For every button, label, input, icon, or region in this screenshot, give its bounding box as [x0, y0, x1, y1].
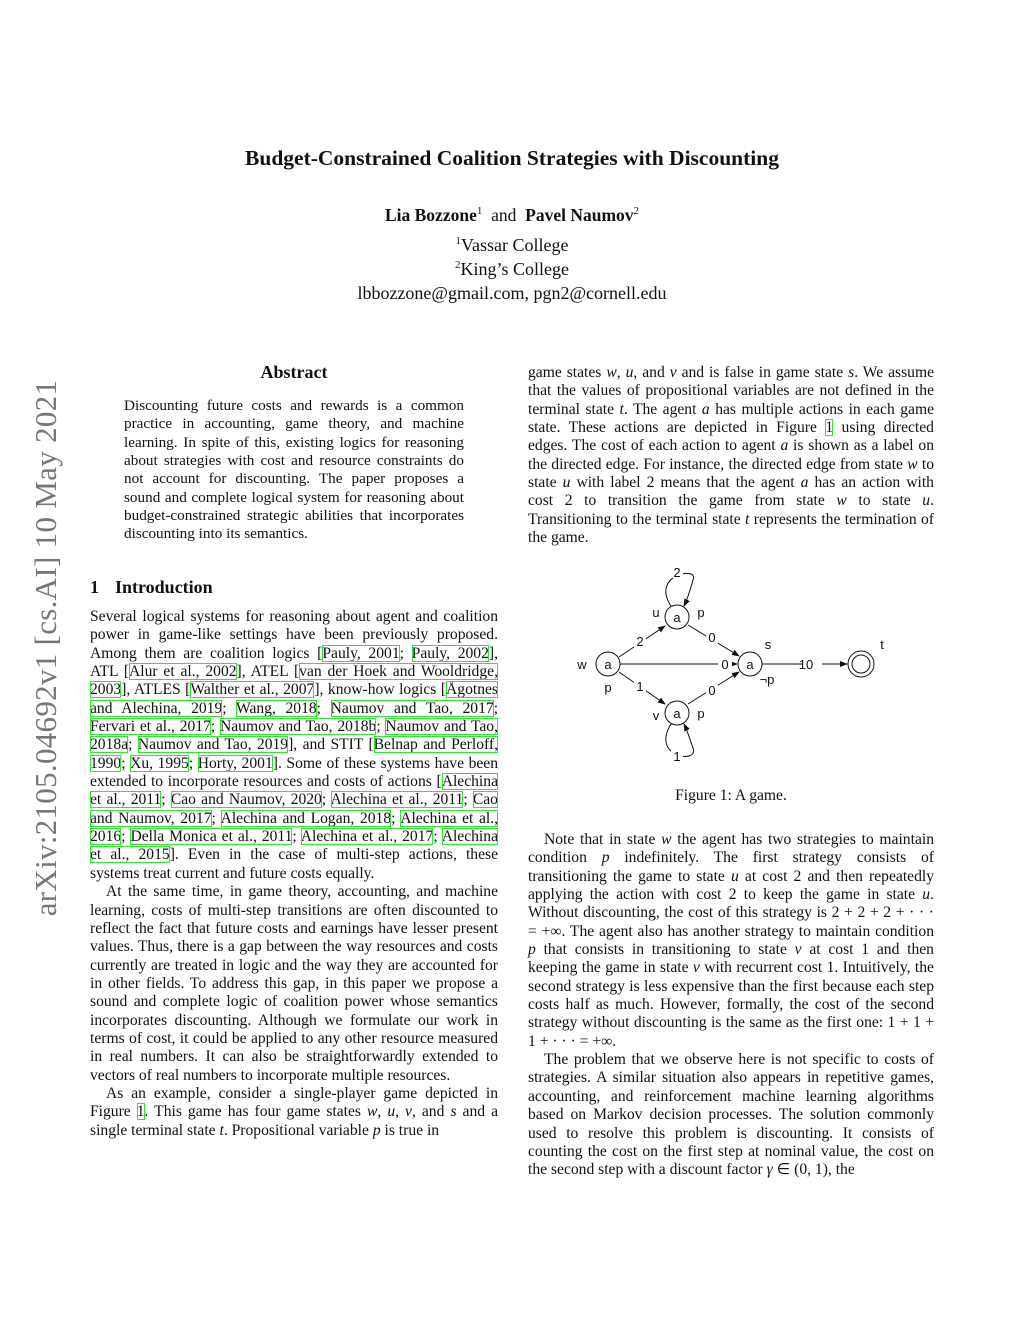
- text-run: ;: [493, 699, 499, 717]
- paragraph: [90, 1085, 498, 1140]
- math-symbol: w: [367, 1103, 378, 1121]
- text-run: ], ATEL [: [236, 663, 300, 681]
- citation-link[interactable]: Walther et al., 2007: [190, 681, 315, 699]
- text-run: ;: [211, 809, 221, 827]
- citation-link[interactable]: Alechina et al., 2017: [300, 828, 434, 846]
- text-run: The problem that we observe here is not specific to costs of strategies. A similar situation also appears in repetitive games, accounting, and reinforcement machine learning algorithms based on Markov decision processes. The solution commonly used to resolve this problem is discounting. It consists of counting the cost on the first step at nominal value, the cost on the second step with a discount factor: [528, 1051, 934, 1179]
- edge-label-w-v: 1: [636, 679, 644, 694]
- text-run: using directed edges. The cost of each action to agent: [528, 419, 934, 455]
- math-symbol: w: [661, 831, 672, 848]
- citation-link[interactable]: Pauly, 2002: [411, 644, 489, 662]
- citation-link[interactable]: Alechina et al., 2011: [330, 791, 464, 809]
- math-symbol: t: [219, 1121, 224, 1139]
- author-affiliation-marker: 1: [476, 205, 483, 217]
- math-symbol: u: [730, 867, 739, 885]
- math-symbol: v: [794, 941, 802, 959]
- citation-link[interactable]: van der Hoek and Wooldridge, 2003: [90, 663, 498, 699]
- edge-label-w-u: 2: [636, 634, 644, 649]
- prop-w: p: [604, 680, 612, 695]
- text-run: . This game has four game states: [144, 1103, 367, 1121]
- agent-label: a: [604, 657, 612, 672]
- text-run: , and: [411, 1103, 451, 1121]
- citation-link[interactable]: Naumov and Tao, 2018b: [220, 718, 377, 736]
- right-column-body-bottom: [528, 831, 934, 1180]
- math-symbol: t: [745, 510, 750, 528]
- math-symbol: v: [669, 364, 677, 381]
- text-run: ;: [399, 644, 412, 662]
- math-symbol: u: [922, 886, 931, 904]
- prop-s: ¬p: [759, 672, 775, 687]
- text-run: ;: [321, 791, 331, 809]
- math-symbol: u: [562, 474, 571, 492]
- citation-link[interactable]: Belnap and Perloff, 1990: [90, 736, 498, 772]
- text-run: Several logical systems for reasoning about agent and coalition power in game-like settings have been previously proposed. Among them are coalition logics [: [90, 608, 498, 662]
- text-run: ;: [121, 828, 131, 846]
- edge-label-v-s: 0: [708, 683, 716, 698]
- arxiv-identifier: arXiv:2105.04692v1 [cs.AI] 10 May 2021: [28, 379, 63, 917]
- text-run: with recurrent cost 1. Intuitively, the second strategy is less expensive than the first because each step costs half as much. However, formally, the cost of the second strategy without discounting is the same as the first one: 1 + 1 + 1 + · · · = +∞.: [528, 959, 934, 1050]
- text-run: at cost 2 and then repeatedly applying the action with cost 2 to keep the game in state: [528, 867, 934, 904]
- state-s-label: s: [764, 637, 772, 652]
- text-run: . Without discounting, the cost of this strategy is 2 + 2 + 2 + · · · = +∞. The agent also has another strategy to maintain condition: [528, 886, 934, 940]
- right-column-body-top: [528, 364, 934, 547]
- text-run: ;: [292, 828, 301, 846]
- author-name: Pavel Naumov: [525, 205, 634, 225]
- affiliation: [0, 259, 1024, 280]
- text-run: ;: [128, 736, 138, 754]
- text-run: . The agent: [623, 400, 702, 418]
- citation-link[interactable]: Alechina et al., 2011: [90, 773, 498, 809]
- text-run: . Propositional variable: [223, 1121, 373, 1139]
- citation-link[interactable]: Della Monica et al., 2011: [130, 828, 293, 846]
- paragraph: [90, 883, 498, 1085]
- abstract-body: [124, 397, 464, 544]
- agent-label: a: [673, 706, 681, 721]
- citation-link[interactable]: Alechina et al., 2015: [90, 828, 498, 864]
- text-run: ;: [188, 754, 198, 772]
- citation-link[interactable]: Naumov and Tao, 2018a: [90, 718, 499, 754]
- citation-link[interactable]: Cao and Naumov, 2020: [170, 791, 322, 809]
- math-symbol: p: [601, 849, 610, 867]
- text-run: At the same time, in game theory, accounting, and machine learning, costs of multi-step transitions are often discounted to reflect the fact that future costs and earnings have lesser present values. Thus, there is a gap between the way resources and costs currently are treated in logic and the way they are accounted for in other fields. To address this gap, in this paper we propose a sound and complete logic of coalition power whose semantics incorporates discounting. Although we formulate our work in terms of cost, it could be applied to any other resource measured in real numbers. It can also be straightforwardly extended to vectors of real numbers to incorporate multiple resources.: [90, 883, 498, 1084]
- text-run: ;: [376, 718, 386, 736]
- text-run: ;: [433, 828, 442, 846]
- text-run: the agent has two strategies to maintain condition: [528, 831, 934, 867]
- text-run: ], know-how logics [: [314, 681, 447, 699]
- text-run: ,: [395, 1103, 406, 1121]
- math-symbol: u: [625, 364, 634, 381]
- prop-u: p: [697, 605, 705, 620]
- prop-v: p: [697, 706, 705, 721]
- agent-label: a: [746, 657, 754, 672]
- paragraph: [90, 608, 498, 883]
- text-run: ], and STIT [: [288, 736, 374, 754]
- state-v-label: v: [652, 708, 660, 723]
- state-u-label: u: [652, 605, 660, 620]
- author-emails: lbbozzone@gmail.com, pgn2@cornell.edu: [357, 283, 667, 303]
- text-run: indefinitely. The first strategy consists of transitioning the game to state: [528, 849, 934, 885]
- citation-link[interactable]: Alechina and Logan, 2018: [220, 809, 392, 827]
- citation-link[interactable]: Alur et al., 2002: [129, 663, 237, 681]
- text-run: has an action with cost 2 to transition the game from state: [528, 474, 934, 510]
- math-symbol: w: [606, 364, 617, 381]
- paragraph: [528, 831, 934, 1051]
- citation-link[interactable]: Fervari et al., 2017: [90, 718, 211, 736]
- text-run: ;: [316, 699, 331, 717]
- edge-label-u-s: 0: [708, 630, 716, 645]
- citation-link[interactable]: Alechina et al., 2016: [90, 809, 498, 846]
- math-symbol: a: [800, 474, 809, 492]
- paragraph: [528, 1051, 934, 1179]
- state-t-label: t: [880, 637, 884, 652]
- text-run: is shown as a label on the directed edge. For instance, the directed edge from state: [528, 437, 934, 473]
- citation-link[interactable]: 1: [136, 1103, 145, 1121]
- figure-caption: Figure 1: A game.: [675, 787, 787, 804]
- edge-label-s-t: 10: [798, 657, 814, 672]
- text-run: ;: [222, 699, 236, 717]
- text-run: ]. Even in the case of multi-step actions, these systems treat current and future costs equally.: [90, 846, 498, 882]
- text-run: ;: [391, 809, 401, 827]
- text-run: represents the termination of the game.: [528, 510, 935, 547]
- affiliation: [0, 235, 1024, 256]
- author-affiliation-marker: 2: [633, 205, 640, 217]
- text-run: ,: [616, 364, 626, 381]
- citation-link[interactable]: Xu, 1995: [130, 754, 189, 772]
- author-joiner: and: [491, 205, 517, 225]
- text-run: and is false in game state: [676, 364, 849, 381]
- citation-link[interactable]: Cao and Naumov, 2017: [90, 791, 498, 827]
- math-symbol: s: [848, 364, 855, 381]
- section-title: Introduction: [115, 577, 213, 597]
- math-symbol: v: [692, 959, 700, 977]
- math-symbol: u: [922, 492, 931, 510]
- math-symbol: t: [619, 400, 624, 418]
- text-run: that consists in transitioning to state: [535, 941, 795, 959]
- agent-label: a: [673, 610, 681, 625]
- state-t-inner-ring: [852, 655, 870, 673]
- author-line: [0, 205, 1024, 226]
- section-number: 1: [90, 577, 99, 597]
- citation-link[interactable]: Wang, 2018: [235, 699, 317, 717]
- text-run: to state: [846, 492, 923, 510]
- section-heading-introduction: [90, 577, 213, 598]
- edge-label-u-loop: 2: [673, 565, 681, 580]
- text-run: ]. Some of these systems have been extended to incorporate resources and costs of actions [: [90, 754, 499, 791]
- text-run: has multiple actions in each game state. These actions are depicted in Figure: [528, 400, 934, 437]
- abstract-text: Discounting future costs and rewards is a common practice in accounting, game theory, and machine learning. In spite of this, existing logics for reasoning about strategies with cost and resource constraints do not account for discounting. The paper proposes a sound and complete logical system for reasoning about budget-constrained strategic abilities that incorporates discounting into its semantics.: [124, 397, 464, 543]
- text-run: ,: [377, 1103, 388, 1121]
- left-column-body: [90, 608, 498, 1140]
- edge-label-v-loop: 1: [673, 749, 681, 764]
- math-symbol: a: [701, 400, 710, 418]
- paragraph: [528, 364, 934, 547]
- text-run: ;: [161, 791, 171, 809]
- citation-link[interactable]: Naumov and Tao, 2019: [137, 736, 289, 754]
- math-symbol: w: [907, 455, 918, 473]
- text-run: ], ATL [: [90, 644, 498, 681]
- math-symbol: γ: [766, 1161, 773, 1179]
- text-run: , and: [633, 364, 670, 381]
- math-symbol: a: [780, 437, 789, 455]
- text-run: ;: [463, 791, 473, 809]
- citation-link[interactable]: Naumov and Tao, 2017: [330, 699, 494, 717]
- affiliation-marker: 1: [455, 235, 461, 247]
- affiliation-marker: 2: [455, 259, 461, 271]
- citation-link[interactable]: 1: [825, 419, 834, 437]
- text-run: Note that in state: [544, 831, 662, 848]
- text-run: with label 2 means that the agent: [570, 474, 801, 492]
- citation-link[interactable]: Pauly, 2001: [322, 644, 400, 662]
- affiliation-name: Vassar College: [461, 235, 569, 255]
- citation-link[interactable]: Ågotnes and Alechina, 2019: [90, 681, 498, 717]
- paper-title: Budget-Constrained Coalition Strategies with Discounting: [245, 146, 779, 170]
- text-run: ;: [121, 754, 131, 772]
- edge-label-w-s: 0: [721, 657, 729, 672]
- math-symbol: p: [528, 941, 536, 959]
- math-symbol: p: [372, 1121, 381, 1139]
- text-run: and a single terminal state: [90, 1103, 498, 1139]
- math-symbol: w: [836, 492, 847, 510]
- affiliation-name: King’s College: [460, 259, 569, 279]
- text-run: As an example, consider a single-player game depicted in Figure: [90, 1084, 498, 1121]
- text-run: ], ATLES [: [121, 681, 191, 699]
- abstract-heading: Abstract: [260, 362, 328, 382]
- math-symbol: v: [405, 1103, 412, 1121]
- text-run: is true in: [380, 1121, 440, 1139]
- text-run: at cost 1 and then keeping the game in state: [528, 941, 934, 977]
- game-diagram: [560, 560, 900, 780]
- math-symbol: u: [387, 1103, 396, 1121]
- citation-link[interactable]: Horty, 2001: [197, 754, 273, 772]
- text-run: ;: [210, 718, 220, 736]
- text-run: . Transitioning to the terminal state: [528, 492, 934, 528]
- text-run: game states: [528, 364, 607, 381]
- text-run: ∈ (0, 1), the: [772, 1161, 855, 1179]
- text-run: . We assume that the values of propositional variables are not defined in the terminal state: [528, 364, 935, 418]
- math-symbol: s: [450, 1103, 457, 1121]
- text-run: to state: [528, 455, 935, 492]
- author-name: Lia Bozzone: [384, 205, 477, 225]
- state-w-label: w: [577, 657, 587, 672]
